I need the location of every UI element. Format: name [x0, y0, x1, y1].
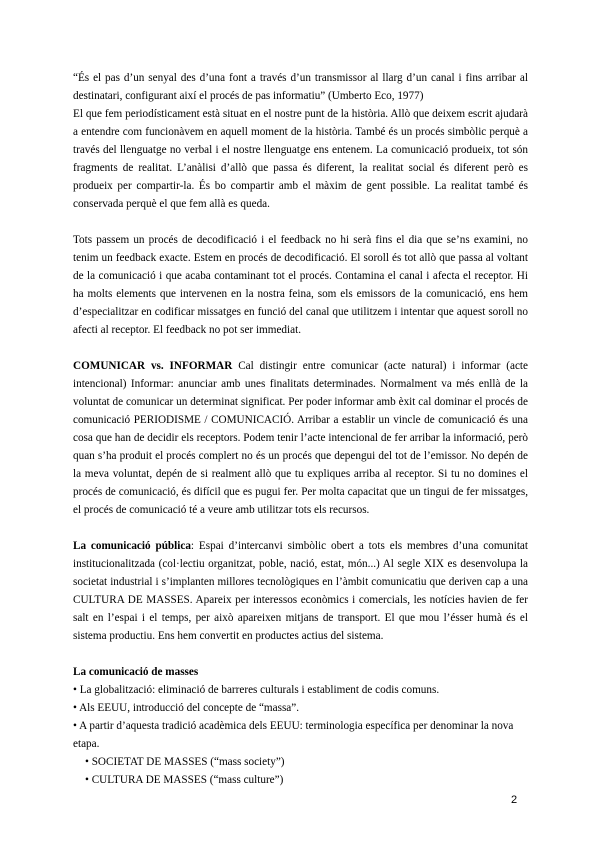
list-item: • A partir d’aquesta tradició acadèmica dels EEUU: terminologia específica per denominar la nova etapa.	[73, 720, 514, 750]
section-heading-masses: La comunicació de masses	[73, 666, 199, 678]
list-item: • La globalització: eliminació de barreres culturals i establiment de codis comuns.	[73, 684, 440, 696]
bullet-list	[73, 681, 528, 789]
comunicar-informar-heading: COMUNICAR vs. INFORMAR	[73, 360, 233, 372]
paragraph-gap	[73, 213, 528, 231]
eco-quote: “És el pas d’un senyal des d’una font a través d’un transmissor al llarg d’un canal i fins arribar al destinatari, configurant així el procés de pas informatiu” (Umberto Eco, 1977)	[73, 72, 528, 102]
paragraph-gap	[73, 645, 528, 663]
comunicacio-publica-heading: La comunicació pública	[73, 540, 191, 552]
paragraph-comunicar-informar	[73, 357, 528, 519]
page-content	[73, 69, 528, 789]
paragraph-gap	[73, 519, 528, 537]
paragraph-comunicacio-publica	[73, 537, 528, 645]
list-item: • Als EEUU, introducció del concepte de “massa”.	[73, 702, 300, 714]
paragraph-feedback: Tots passem un procés de decodificació i el feedback no hi serà fins el dia que se’ns examini, no tenim un feedback exacte. Estem en procés de decodificació. El soroll és tot allò que passa al voltant de la comunicació i que acaba contaminant tot el procés. Contamina el canal i afecta el receptor. Hi ha molts elements que intervenen en la nostra feina, som els emissors de la comunicació, ens hem d’especialitzar en codificar missatges en funció del canal que utilitzem i intentar que aquest soroll no afecti al receptor. El feedback no pot ser immediat.	[73, 234, 528, 336]
sub-list-item: • CULTURA DE MASSES (“mass culture”)	[85, 774, 284, 786]
paragraph-history: El que fem periodísticament està situat en el nostre punt de la història. Allò que deixem escrit ajudarà a entendre com funcionàvem en aquell moment de la història. També és un procés simbòlic perquè a través del llenguatge no verbal i el nostre llenguatge ens entenem. La comunicació produeix, tot són fragments de realitat. L’anàlisi d’allò que passa és diferent, la realitat social és diferent però es produeix per compartir-la. És bo compartir amb el màxim de gent possible. La realitat també és conservada perquè el que fem allà es queda.	[73, 108, 528, 210]
page-number: 2	[511, 794, 518, 806]
comunicacio-publica-text: : Espai d’intercanvi simbòlic obert a tots els membres d’una comunitat institucionalitzada (col·lectiu organitzat, poble, nació, estat, món...) Al segle XIX es desenvolupa la societat industrial i s’implanten millores tecnològiques en l’àmbit comunicatiu que deriven cap a una CULTURA DE MASSES. Apareix per interessos econòmics i comercials, les notícies havien de fer salt en l’espai i el temps, per això apareixen mitjans de transport. El que mou l’ésser humà és el sistema productiu. Ens hem convertit en productes actius del sistema.	[73, 540, 529, 642]
sub-list-item: • SOCIETAT DE MASSES (“mass society”)	[85, 756, 285, 768]
comunicar-informar-text: Cal distingir entre comunicar (acte natural) i informar (acte intencional) Informar: anunciar amb unes finalitats determinades. Normalment va més enllà de la voluntat de comunicar un determinat significat. Per poder informar amb èxit cal dominar el procés de comunicació PERIODISME / COMUNICACIÓ. Arribar a establir un vincle de comunicació és una cosa que han de decidir els receptors. Podem tenir l’acte intencional de fer arribar la informació, però quan s’ha produit el procés complert no és un procés que depengui del tot de l’emissor. No depén de la meva voluntat, depén de si realment allò que tu expliques arriba al receptor. Si tu no domines el procés de comunicació, és difícil que es pugui fer. Per molta capacitat que un tingui de fer missatges, el procés de comunicació té a veure amb utilitzar tots els recursos.	[73, 360, 528, 516]
paragraph-gap	[73, 339, 528, 357]
